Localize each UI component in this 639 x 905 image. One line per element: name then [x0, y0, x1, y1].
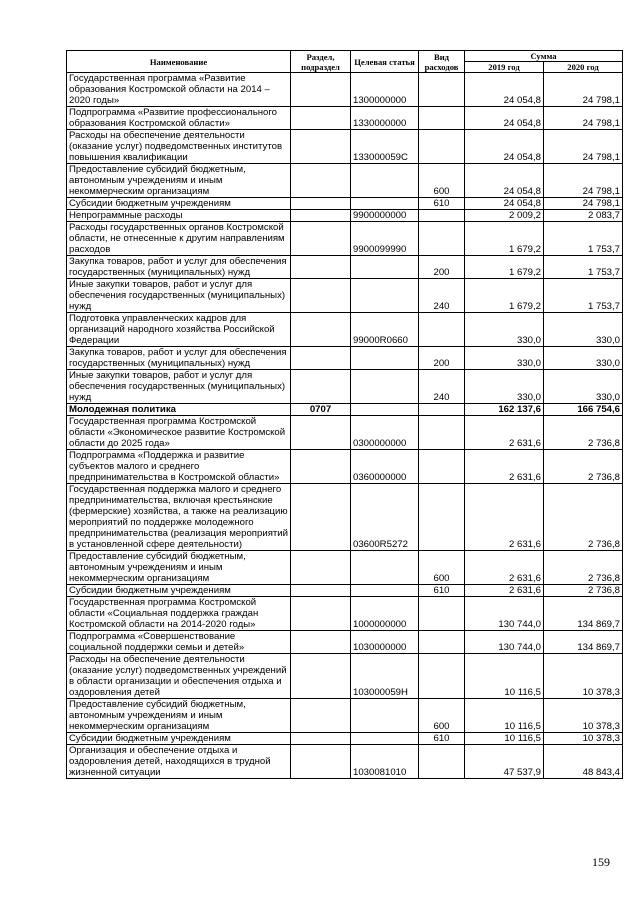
row-2019-cell: 2 631,6 [465, 551, 544, 585]
table-row [67, 370, 623, 404]
row-2020-cell: 24 798,1 [544, 73, 623, 107]
table-row [67, 198, 623, 210]
row-kind-cell [419, 107, 465, 130]
row-kind-cell [419, 597, 465, 631]
row-2019-cell: 24 054,8 [465, 107, 544, 130]
row-2019-cell: 24 054,8 [465, 130, 544, 164]
row-kind-cell: 610 [419, 198, 465, 210]
header-section: Раздел, подраздел [291, 51, 351, 73]
row-section-cell [291, 733, 351, 745]
row-kind-cell [419, 654, 465, 699]
row-2019-cell: 2 631,6 [465, 416, 544, 450]
row-2020-cell: 330,0 [544, 313, 623, 347]
row-section-cell [291, 551, 351, 585]
row-kind-cell: 240 [419, 279, 465, 313]
row-2020-cell: 1 753,7 [544, 222, 623, 256]
row-2019-cell: 1 679,2 [465, 279, 544, 313]
table-row [67, 164, 623, 198]
row-kind-cell: 610 [419, 733, 465, 745]
row-target-cell: 0300000000 [351, 416, 419, 450]
table-row [67, 130, 623, 164]
row-kind-cell [419, 404, 465, 416]
row-target-cell [351, 733, 419, 745]
row-2020-cell: 134 869,7 [544, 631, 623, 654]
row-kind-cell [419, 130, 465, 164]
row-target-cell: 9900000000 [351, 210, 419, 222]
row-section-cell [291, 484, 351, 551]
row-2020-cell: 1 753,7 [544, 256, 623, 279]
row-kind-cell [419, 210, 465, 222]
row-name-cell: Подпрограмма «Совершенствование социальной поддержки семьи и детей» [67, 631, 291, 654]
row-2019-cell: 162 137,6 [465, 404, 544, 416]
row-2019-cell: 2 009,2 [465, 210, 544, 222]
row-name-cell: Закупка товаров, работ и услуг для обеспечения государственных (муниципальных) нужд [67, 256, 291, 279]
table-header [67, 51, 623, 73]
row-2020-cell: 10 378,3 [544, 733, 623, 745]
row-2019-cell: 47 537,9 [465, 745, 544, 779]
row-kind-cell [419, 73, 465, 107]
row-name-cell: Непрограммные расходы [67, 210, 291, 222]
row-name-cell: Субсидии бюджетным учреждениям [67, 585, 291, 597]
row-target-cell [351, 370, 419, 404]
table-row [67, 279, 623, 313]
row-2020-cell: 10 378,3 [544, 699, 623, 733]
row-2019-cell: 130 744,0 [465, 631, 544, 654]
row-name-cell: Расходы на обеспечение деятельности (оказание услуг) подведомственных институтов повышения квалификации [67, 130, 291, 164]
row-2020-cell: 24 798,1 [544, 164, 623, 198]
row-2020-cell: 330,0 [544, 370, 623, 404]
row-target-cell: 9900099990 [351, 222, 419, 256]
row-target-cell [351, 585, 419, 597]
row-target-cell [351, 198, 419, 210]
row-name-cell: Иные закупки товаров, работ и услуг для обеспечения государственных (муниципальных) нужд [67, 370, 291, 404]
row-name-cell: Иные закупки товаров, работ и услуг для обеспечения государственных (муниципальных) нужд [67, 279, 291, 313]
row-name-cell: Организация и обеспечение отдыха и оздоровления детей, находящихся в трудной жизненной ситуации [67, 745, 291, 779]
row-2019-cell: 10 116,5 [465, 654, 544, 699]
row-target-cell [351, 164, 419, 198]
row-target-cell [351, 347, 419, 370]
table-row [67, 222, 623, 256]
header-year-2020: 2020 год [544, 62, 623, 73]
table-row [67, 107, 623, 130]
row-section-cell [291, 631, 351, 654]
row-name-cell: Государственная программа «Развитие образования Костромской области на 2014 – 2020 годы» [67, 73, 291, 107]
table-row [67, 256, 623, 279]
row-2020-cell: 166 754,6 [544, 404, 623, 416]
row-kind-cell: 240 [419, 370, 465, 404]
row-2019-cell: 2 631,6 [465, 484, 544, 551]
table-row [67, 416, 623, 450]
row-name-cell: Предоставление субсидий бюджетным, автономным учреждениям и иным некоммерческим организациям [67, 699, 291, 733]
row-2019-cell: 330,0 [465, 313, 544, 347]
table-row [67, 450, 623, 484]
row-2019-cell: 1 679,2 [465, 256, 544, 279]
row-kind-cell [419, 484, 465, 551]
table-row [67, 745, 623, 779]
page-number: 159 [592, 855, 610, 869]
row-kind-cell [419, 222, 465, 256]
row-section-cell [291, 73, 351, 107]
row-kind-cell [419, 745, 465, 779]
header-name: Наименование [67, 51, 291, 73]
row-name-cell: Молодежная политика [67, 404, 291, 416]
row-section-cell [291, 107, 351, 130]
row-2020-cell: 2 736,8 [544, 585, 623, 597]
row-section-cell [291, 745, 351, 779]
row-target-cell: 1030081010 [351, 745, 419, 779]
row-2020-cell: 2 083,7 [544, 210, 623, 222]
row-kind-cell [419, 313, 465, 347]
row-2019-cell: 2 631,6 [465, 450, 544, 484]
header-year-2019: 2019 год [465, 62, 544, 73]
row-section-cell: 0707 [291, 404, 351, 416]
row-target-cell: 99000R0660 [351, 313, 419, 347]
row-kind-cell: 200 [419, 256, 465, 279]
row-2019-cell: 24 054,8 [465, 73, 544, 107]
row-section-cell [291, 210, 351, 222]
row-kind-cell: 200 [419, 347, 465, 370]
header-target: Целевая статья [351, 51, 419, 73]
row-target-cell: 0360000000 [351, 450, 419, 484]
row-target-cell [351, 256, 419, 279]
row-kind-cell: 610 [419, 585, 465, 597]
row-2019-cell: 24 054,8 [465, 164, 544, 198]
row-section-cell [291, 256, 351, 279]
row-2020-cell: 24 798,1 [544, 130, 623, 164]
table-row [67, 347, 623, 370]
row-kind-cell: 600 [419, 699, 465, 733]
row-2019-cell: 330,0 [465, 347, 544, 370]
row-2020-cell: 48 843,4 [544, 745, 623, 779]
budget-table [66, 50, 623, 779]
row-2019-cell: 10 116,5 [465, 733, 544, 745]
row-section-cell [291, 347, 351, 370]
row-name-cell: Государственная программа Костромской области «Социальная поддержка граждан Костромской области на 2014-2020 годы» [67, 597, 291, 631]
row-section-cell [291, 699, 351, 733]
table-row [67, 551, 623, 585]
row-section-cell [291, 279, 351, 313]
row-section-cell [291, 597, 351, 631]
row-2020-cell: 24 798,1 [544, 107, 623, 130]
row-2020-cell: 134 869,7 [544, 597, 623, 631]
table-row [67, 699, 623, 733]
header-sum: Сумма [465, 51, 623, 62]
row-2019-cell: 24 054,8 [465, 198, 544, 210]
row-target-cell: 1330000000 [351, 107, 419, 130]
row-section-cell [291, 416, 351, 450]
row-section-cell [291, 450, 351, 484]
row-section-cell [291, 585, 351, 597]
row-target-cell [351, 279, 419, 313]
row-kind-cell [419, 416, 465, 450]
row-target-cell: 133000059С [351, 130, 419, 164]
row-name-cell: Предоставление субсидий бюджетным, автономным учреждениям и иным некоммерческим организациям [67, 164, 291, 198]
table-row [67, 313, 623, 347]
row-target-cell: 1030000000 [351, 631, 419, 654]
row-2019-cell: 1 679,2 [465, 222, 544, 256]
row-section-cell [291, 130, 351, 164]
row-target-cell: 03600R5272 [351, 484, 419, 551]
row-section-cell [291, 222, 351, 256]
row-section-cell [291, 164, 351, 198]
table-row [67, 585, 623, 597]
row-target-cell: 1000000000 [351, 597, 419, 631]
row-name-cell: Подготовка управленческих кадров для организаций народного хозяйства Российской Федерации [67, 313, 291, 347]
table-row [67, 733, 623, 745]
row-target-cell [351, 404, 419, 416]
row-name-cell: Субсидии бюджетным учреждениям [67, 198, 291, 210]
row-kind-cell [419, 450, 465, 484]
row-section-cell [291, 198, 351, 210]
row-2020-cell: 24 798,1 [544, 198, 623, 210]
table-row [67, 654, 623, 699]
row-name-cell: Государственная программа Костромской области «Экономическое развитие Костромской области до 2025 года» [67, 416, 291, 450]
row-name-cell: Предоставление субсидий бюджетным, автономным учреждениям и иным некоммерческим организациям [67, 551, 291, 585]
row-target-cell: 103000059Н [351, 654, 419, 699]
row-name-cell: Расходы на обеспечение деятельности (оказание услуг) подведомственных учреждений в области организации и обеспечения отдыха и оздоровления детей [67, 654, 291, 699]
row-section-cell [291, 313, 351, 347]
row-2020-cell: 2 736,8 [544, 551, 623, 585]
table-row [67, 484, 623, 551]
row-name-cell: Подпрограмма «Развитие профессионального образования Костромской области» [67, 107, 291, 130]
row-2020-cell: 330,0 [544, 347, 623, 370]
header-kind: Вид расходов [419, 51, 465, 73]
row-2019-cell: 130 744,0 [465, 597, 544, 631]
row-2020-cell: 1 753,7 [544, 279, 623, 313]
row-name-cell: Расходы государственных органов Костромской области, не отнесенные к другим направлениям расходов [67, 222, 291, 256]
row-section-cell [291, 370, 351, 404]
row-target-cell [351, 551, 419, 585]
row-2020-cell: 2 736,8 [544, 484, 623, 551]
row-kind-cell: 600 [419, 164, 465, 198]
row-2020-cell: 2 736,8 [544, 416, 623, 450]
row-name-cell: Государственная поддержка малого и среднего предпринимательства, включая крестьянские (фермерские) хозяйства, а также на реализацию мероприятий по поддержке молодежного предпринимательства (реализация мероприятий в установленной сфере деятельности) [67, 484, 291, 551]
row-name-cell: Закупка товаров, работ и услуг для обеспечения государственных (муниципальных) нужд [67, 347, 291, 370]
table-row [67, 631, 623, 654]
row-2019-cell: 10 116,5 [465, 699, 544, 733]
table-row [67, 210, 623, 222]
row-2020-cell: 2 736,8 [544, 450, 623, 484]
row-kind-cell: 600 [419, 551, 465, 585]
row-2019-cell: 330,0 [465, 370, 544, 404]
row-name-cell: Подпрограмма «Поддержка и развитие субъектов малого и среднего предпринимательства в Костромской области» [67, 450, 291, 484]
row-section-cell [291, 654, 351, 699]
table-row [67, 597, 623, 631]
row-name-cell: Субсидии бюджетным учреждениям [67, 733, 291, 745]
row-target-cell: 1300000000 [351, 73, 419, 107]
row-2020-cell: 10 378,3 [544, 654, 623, 699]
table-row [67, 73, 623, 107]
table-row [67, 404, 623, 416]
row-kind-cell [419, 631, 465, 654]
table-body [67, 73, 623, 779]
row-2019-cell: 2 631,6 [465, 585, 544, 597]
row-target-cell [351, 699, 419, 733]
